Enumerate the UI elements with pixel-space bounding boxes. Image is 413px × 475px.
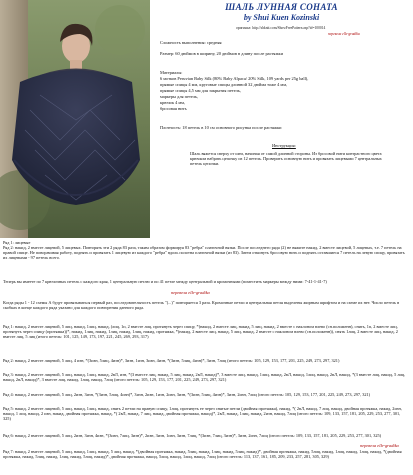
pattern-author: by Shui Kuen Kozinski	[243, 13, 320, 22]
materials-title: Материалы:	[160, 70, 183, 75]
rows-block-1	[3, 240, 409, 260]
materials-item: 6 мотков Peruvian Baby Silk (80% Baby Alpaca/ 20% Silk, 109 yards per 25g ball),	[160, 76, 309, 81]
rows-block-6	[3, 372, 409, 382]
size-text: Размер: 60 дюймов в ширину, 20 дюймов в длину после растяжки	[160, 51, 283, 56]
row-step-5: Ряд 5: накид, 2 вместе лицевой, 5 лиц, накид, 1лиц, накид, снять 2 петли на правую спицу, 1лиц, протянуть ее через снятые петли (двойная протяжка), накид, *( 2вЛ, накид, 7 лиц, накид, двойная протяжка, накид, 2изн, накид, 1 лиц, накид, 2 изн, накид, двойная протяжка, накид, *( 2вЛ, накид, 7 лиц, накид, двойная протяжка, накид)*, 2вЛ, накид, 1лиц, накид, 2изн, накид, 7лиц (итого петель: 109, 133, 157, 181, 205, 229, 253, 277, 301, 325)	[3, 406, 402, 421]
shawl-photo	[0, 0, 150, 238]
difficulty-text: Сложность выполнения: средняя	[160, 40, 222, 45]
row-1: Ряд 1: лицевые	[3, 240, 31, 245]
gauge-text: Плотность: 18 петель в 10 см основного рисунка после растяжки	[160, 125, 282, 130]
materials-item: прямые спицы 4 мм, круговые спицы длинной 32 дюйма тоже 4 мм,	[160, 82, 288, 87]
materials-item: крючок 4 мм,	[160, 100, 186, 105]
row-step-7: Ряд 7: накид, 2 вместе лицевой, 5 лиц, накид, 1лиц, накид, 5 лиц, накид, *(двойная протяжка, накид, 5лиц, накид, 1лиц, накид, 5лиц, накид)*, двойная протяжка, накид, 5лиц, накид, 1лиц, накид, 1лиц, накид, *(двойная протяжка, накид, 5лиц, накид, 1лиц, накид, 5лиц, накид)*, двойная протяжка, накид, 5лиц, накид, 1лиц, накид, 7лиц (итого петель: 113, 137, 161, 185, 209, 233, 257, 281, 305, 329)	[3, 449, 402, 459]
row-2: Ряд 2: накид, 2 вместе лицевой, 5 лицевых. Повторять эти 2 ряда 83 раза, таким образом формируя 83 "ребра" платочной вязки. После последнего ряда (2) не вяжите накид, 2 вместе лицевой, 5 лицевых, т.е. 7 петель на правой спице. Не поворачивая работу, поднять и провязать 1 лицевую из каждого "ребра" вдоль полотна платочной вязки (из 83). Затем откинуть бросовую нить и поднять оставшиеся 7 петель на левую спицу, провязать их лицевыми - 97 петель всего.	[3, 245, 405, 260]
rows-block-3	[3, 300, 409, 310]
stitch-setup: Теперь вы имеете по 7 крючочных петель с каждого края, 1 центральную петлю и по 41 петле между центральной и кромочными (поместить маркеры между ними: 7-41-1-41-7)	[3, 279, 327, 284]
row-step-3: Ряд 3: накид, 2 вместе лицевой, 5 лиц, накид, 1лиц, накид, 2вЛ, изн, *(3 вместе лиц, накид, 5 лиц, накид, 2вЛ, накид)*, 3 вместе лиц, накид, 1лиц, накид, 2вЛ, накид, 1лиц, накид, 2вЛ, накид, *(3 вместе лиц, накид, 5 лиц, накид, 2вЛ, накид)*, 3 вместе лиц, накид, 1лиц, накид, 7лиц (итого петель: 105, 129, 153, 177, 201, 225, 249, 273, 297, 321)	[3, 372, 406, 382]
translator-note: перевела elle-gradika	[328, 32, 360, 36]
rows-block-10	[3, 449, 409, 459]
row-step-4: Ряд 4: накид, 2 вместе лицевой, 5 лиц, 2изн, 3изн, *(3изн, 5лиц, 4изн)*, 3изн, 2изн, 1изн, 2изн, 3изн, *(3изн, 5лиц, 4изн)*, 3изн, 2изн, 7лиц (итого петель: 105, 129, 153, 177, 201, 225, 249, 273, 297, 321)	[3, 392, 371, 397]
rows-block-5	[3, 358, 409, 363]
rows-block-8	[3, 406, 409, 421]
translator-note-mid: перевела elle-gradika	[171, 290, 210, 295]
rows-block-4	[3, 324, 409, 339]
source-url: оригинал: http://shknit.com/ShowFreePattern.asp?id=100014	[236, 26, 326, 30]
row-step-1: Ряд 1: накид, 2 вместе лицевой, 5 лиц, накид, 1лиц, накид, (лиц, 1п, 2 вместе лиц, протянуть через спицу, *(накид, 2 вместе лиц, накид, 5 лиц, накид, 2 вместе с наклоном влево (сн.положенн), снять, 1п, 2 вместе лиц, протянуть через спицу (протяжка))*, накид, 1лиц, накид, 1лиц, накид, 1лиц, накид, протяжка, *(накид, 2 вместе лиц, накид, 5 лиц, накид, 2 вместе с наклоном влево (сн.положенн)), снять 1лиц, 2 вместе лиц, накид, 2 вместе лиц, 5 лиц (итого петель: 101, 125, 149, 173, 197, 221, 245, 269, 293, 317)	[3, 324, 398, 339]
rows-block-9	[3, 433, 409, 438]
instructions-title: Инструкция:	[272, 143, 296, 148]
materials-item: бросовая нить	[160, 106, 187, 111]
row-step-2: Ряд 2: накид, 2 вместе лицевой, 5 лиц, 4 изн, *(3изн, 5лиц, 4изн)*, 3изн, 1изн, 3изн, 4изн, *(3изн, 5лиц, 4изн)*, 3изн, 7лиц (итого петель: 105, 129, 153, 177, 201, 225, 249, 273, 297, 321)	[3, 358, 340, 363]
row-step-6: Ряд 6: накид, 2 вместе лицевой, 5 лиц, 2изн, 3изн, 4изн, *(3изн, 7лиц, 3изн)*, 2изн, 3изн, 1изн, 3изн, 7лиц, *(3изн, 7лиц, 3изн)*, 3изн, 2изн, 7лиц (итого петель: 109, 133, 157, 181, 205, 229, 253, 277, 301, 325)	[3, 433, 382, 438]
rows-block-7	[3, 392, 409, 397]
instructions-text: Шаль вяжется сверху от шеи, начиная от самой длинной стороны. Из бросовой нити контрастного цвета крючком набрать цепочку из 12 петель. Проверить основную нить и провязать лицевыми 7 центральных петель цепочки.	[190, 151, 382, 166]
materials-item: прямые спицы 4,5 мм для закрытия петель,	[160, 88, 241, 93]
chart-note: Когда ряды 1 - 12 схемы А будут провязываться первый раз, последовательность петель "(...)" повторяется 3 раза. Кромочные петли и центральная петля выделены жирным шрифтом и на схеме их нет. Число петель в скобках в конце каждого ряда указано для каждого повторения данного ряда.	[3, 300, 400, 310]
translator-note-end: перевела elle-gradika	[360, 443, 399, 448]
materials-item: маркеры для петель,	[160, 94, 199, 99]
pattern-title: ШАЛЬ ЛУННАЯ СОНАТА	[225, 2, 338, 12]
rows-block-2	[3, 279, 409, 284]
